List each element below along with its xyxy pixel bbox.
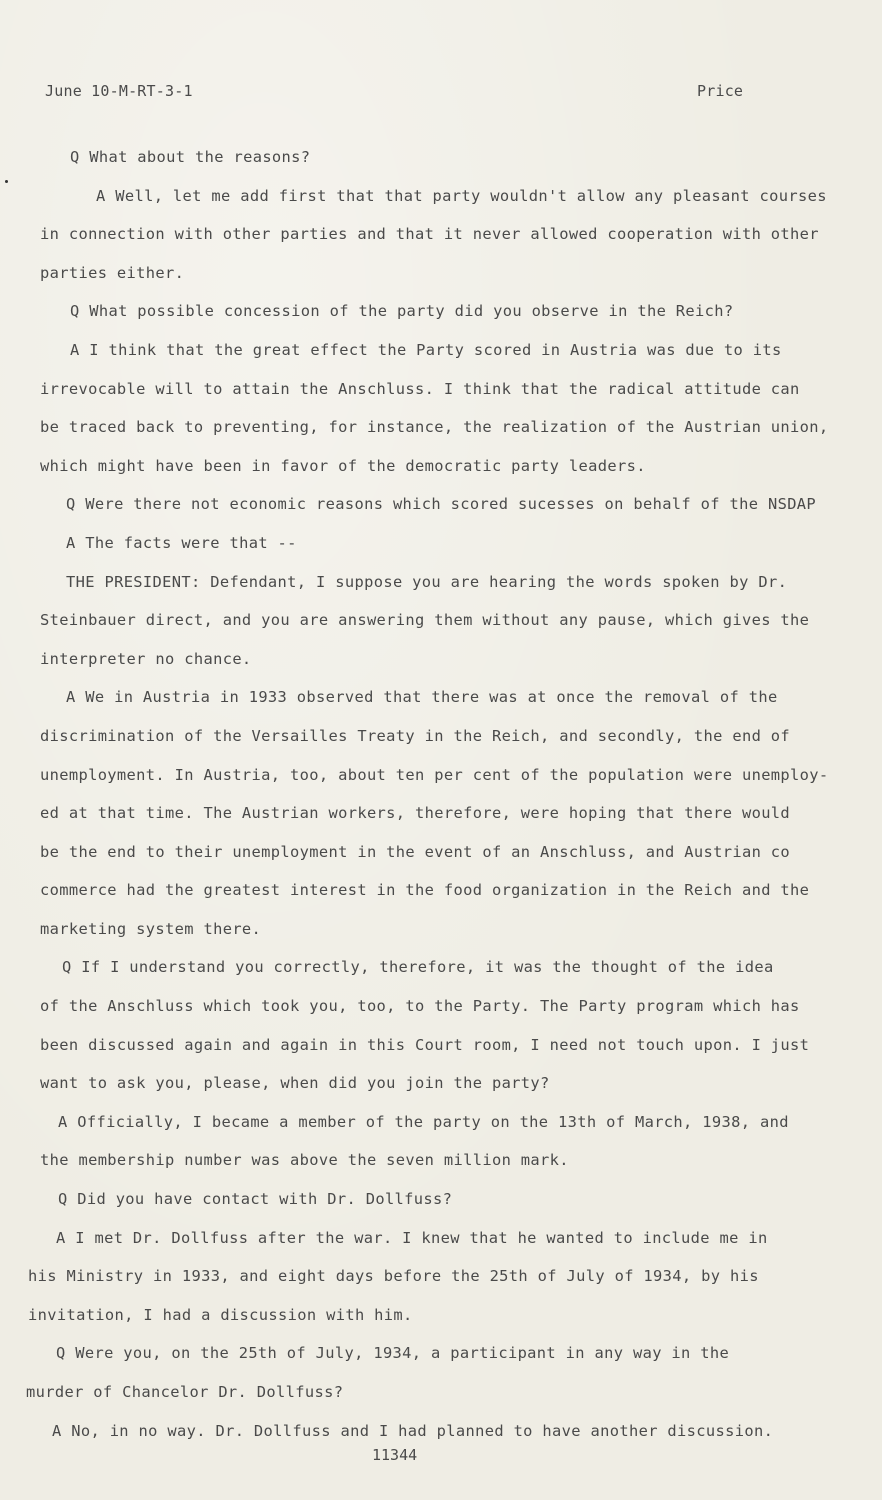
- transcript-line: interpreter no chance.: [40, 649, 252, 668]
- transcript-line: his Ministry in 1933, and eight days before the 25th of July of 1934, by his: [28, 1267, 759, 1286]
- transcript-line: unemployment. In Austria, too, about ten per cent of the population were unemploy-: [40, 765, 829, 784]
- transcript-line: invitation, I had a discussion with him.: [28, 1305, 413, 1324]
- transcript-line: parties either.: [40, 263, 185, 282]
- transcript-line: Q Were there not economic reasons which scored sucesses on behalf of the NSDAP: [66, 495, 817, 514]
- transcript-line: discrimination of the Versailles Treaty in the Reich, and secondly, the end of: [40, 726, 791, 745]
- transcript-line: be the end to their unemployment in the event of an Anschluss, and Austrian co: [40, 842, 791, 861]
- transcript-line: A We in Austria in 1933 observed that there was at once the removal of the: [66, 688, 778, 707]
- transcript-line: A I met Dr. Dollfuss after the war. I knew that he wanted to include me in: [56, 1228, 768, 1247]
- transcript-line: A No, in no way. Dr. Dollfuss and I had planned to have another discussion.: [52, 1421, 774, 1440]
- transcript-line: want to ask you, please, when did you join the party?: [40, 1074, 550, 1093]
- transcript-line: A Officially, I became a member of the party on the 13th of March, 1938, and: [58, 1112, 789, 1131]
- transcript-line: murder of Chancelor Dr. Dollfuss?: [26, 1383, 344, 1401]
- transcript-line: ed at that time. The Austrian workers, therefore, were hoping that there would: [40, 804, 791, 823]
- transcript-line: been discussed again and again in this Court room, I need not touch upon. I just: [40, 1035, 810, 1054]
- transcript-line: which might have been in favor of the democratic party leaders.: [40, 456, 646, 475]
- transcript-line: Steinbauer direct, and you are answering them without any pause, which gives the: [40, 611, 810, 630]
- transcript-line: in connection with other parties and that it never allowed cooperation with other: [40, 225, 819, 244]
- transcript-line: Q What possible concession of the party did you observe in the Reich?: [70, 302, 734, 321]
- header-reference: June 10-M-RT-3-1: [45, 82, 193, 100]
- header-witness-name: Price: [697, 82, 744, 100]
- transcript-line: A I think that the great effect the Party scored in Austria was due to its: [70, 340, 782, 359]
- transcript-body: [26, 138, 830, 1450]
- transcript-line: be traced back to preventing, for instance, the realization of the Austrian union,: [40, 418, 829, 437]
- transcript-line: A Well, let me add first that that party wouldn't allow any pleasant courses: [96, 186, 827, 205]
- transcript-line: THE PRESIDENT: Defendant, I suppose you are hearing the words spoken by Dr.: [66, 572, 788, 591]
- transcript-line: Q What about the reasons?: [70, 148, 311, 166]
- transcript-line: marketing system there.: [40, 919, 262, 938]
- transcript-line: A The facts were that --: [66, 533, 297, 552]
- transcript-line: Q If I understand you correctly, therefore, it was the thought of the idea: [62, 958, 774, 977]
- transcript-line: commerce had the greatest interest in the food organization in the Reich and the: [40, 881, 810, 900]
- transcript-line: of the Anschluss which took you, too, to the Party. The Party program which has: [40, 997, 800, 1016]
- transcript-line: irrevocable will to attain the Anschluss. I think that the radical attitude can: [40, 379, 800, 398]
- transcript-line: the membership number was above the seven million mark.: [40, 1151, 569, 1170]
- page-speck: [5, 180, 8, 183]
- page-number: 11344: [372, 1446, 418, 1464]
- transcript-line: Q Were you, on the 25th of July, 1934, a participant in any way in the: [56, 1344, 730, 1363]
- transcript-line: Q Did you have contact with Dr. Dollfuss?: [58, 1190, 453, 1209]
